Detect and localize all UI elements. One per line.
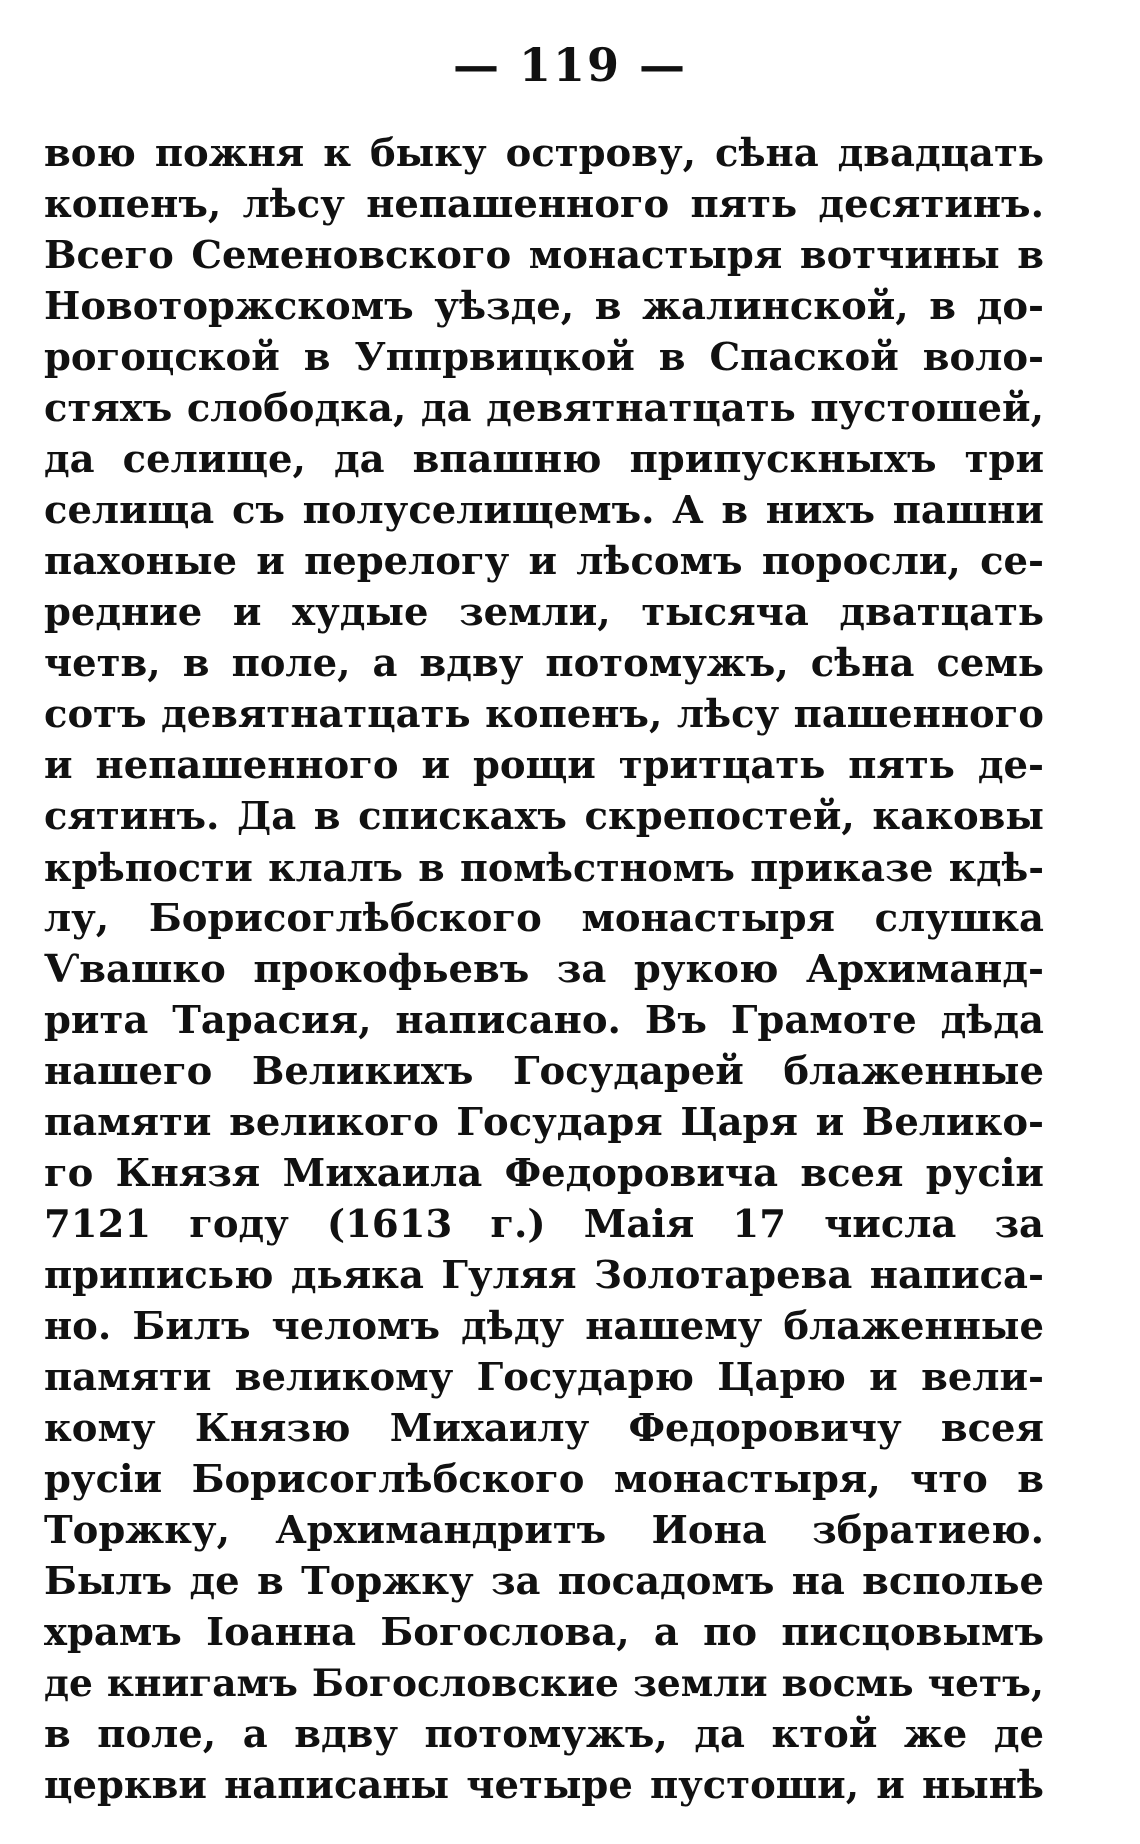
text-line: пахоные и перелогу и лѣсомъ поросли, се- (44, 539, 1044, 584)
text-line: лу, Борисоглѣбского монастыря слушка (44, 896, 1044, 941)
text-line: храмъ Іоанна Богослова, а по писцовымъ (44, 1610, 1044, 1655)
text-line: но. Билъ челомъ дѣду нашему блаженные (44, 1304, 1044, 1349)
text-line: редние и худые земли, тысяча дватцать (44, 590, 1044, 635)
text-line: го Князя Михаила Федоровича всея русіи (44, 1151, 1044, 1196)
text-line: сотъ девятнатцать копенъ, лѣсу пашенного (44, 692, 1044, 737)
text-line: селища съ полуселищемъ. А в нихъ пашни (44, 488, 1044, 533)
text-line: приписью дьяка Гуляя Золотарева написа- (44, 1253, 1044, 1298)
text-line: русіи Борисоглѣбского монастыря, что в (44, 1457, 1044, 1502)
text-line: Ѵвашко прокофьевъ за рукою Архиманд- (44, 947, 1044, 992)
text-line: де книгамъ Богословские земли восмь четъ, (44, 1661, 1044, 1705)
text-line: в поле, а вдву потомужъ, да ктой же де (44, 1712, 1044, 1757)
body-text (44, 128, 1044, 1811)
text-line: памяти великого Государя Царя и Велико- (44, 1100, 1044, 1145)
text-line: рита Тарасия, написано. Въ Грамоте дѣда (44, 998, 1044, 1043)
text-line: да селище, да впашню припускныхъ три (44, 437, 1044, 482)
text-line: и непашенного и рощи тритцать пять де- (44, 743, 1044, 788)
text-line: Торжку, Архимандритъ Иона збратиею. (44, 1508, 1044, 1553)
text-line: Былъ де в Торжку за посадомъ на всполье (44, 1559, 1044, 1604)
text-line: копенъ, лѣсу непашенного пять десятинъ. (44, 182, 1044, 227)
text-line: Всего Семеновского монастыря вотчины в (44, 233, 1044, 278)
page-number: — 119 — (452, 38, 688, 92)
text-line: рогоцской в Уппрвицкой в Спаской воло- (44, 335, 1044, 380)
text-line: вою пожня к быку острову, сѣна двадцать (44, 131, 1044, 176)
text-line: кому Князю Михаилу Федоровичу всея (44, 1406, 1044, 1451)
text-line: Новоторжскомъ уѣзде, в жалинской, в до- (44, 284, 1044, 329)
text-line: четв, в поле, а вдву потомужъ, сѣна семь (44, 641, 1044, 686)
text-line: памяти великому Государю Царю и вели- (44, 1355, 1044, 1400)
text-line: церкви написаны четыре пустоши, и нынѣ (44, 1763, 1044, 1808)
text-line: нашего Великихъ Государей блаженные (44, 1049, 1044, 1094)
text-line: 7121 году (1613 г.) Маія 17 числа за (44, 1202, 1044, 1247)
text-line: стяхъ слободка, да девятнатцать пустошей, (44, 386, 1044, 431)
text-line: сятинъ. Да в спискахъ скрепостей, каковы (44, 794, 1044, 839)
text-line: крѣпости клалъ в помѣстномъ приказе кдѣ- (44, 845, 1044, 890)
